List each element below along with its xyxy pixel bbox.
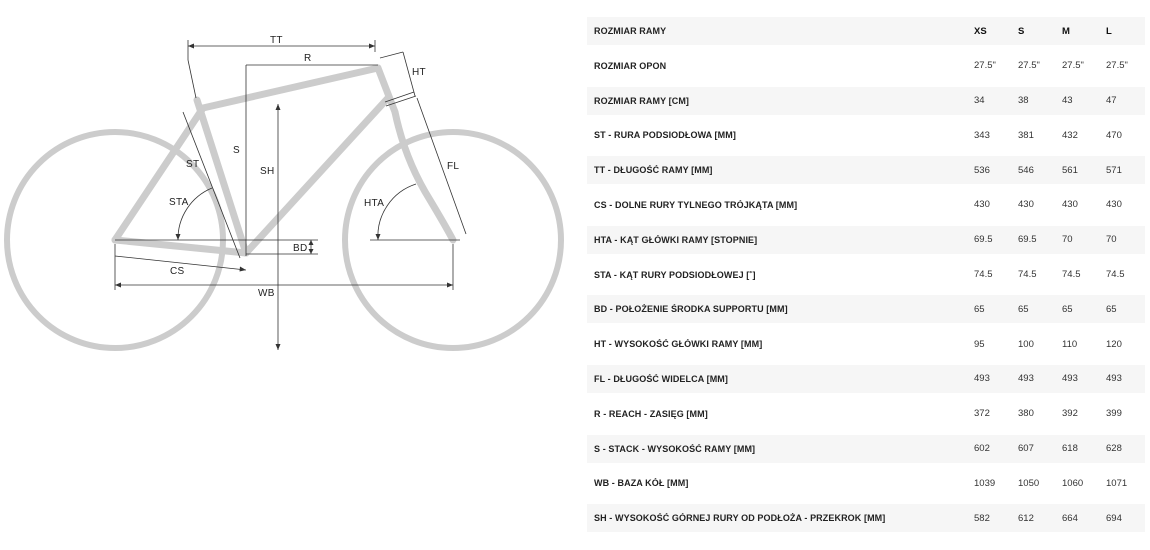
row-value: 43	[1062, 95, 1073, 107]
table-row	[587, 435, 1145, 463]
row-value: 430	[1106, 199, 1122, 211]
row-value: 120	[1106, 338, 1122, 350]
top-tube	[203, 68, 378, 108]
geometry-table	[587, 17, 1145, 539]
label-st: ST	[186, 159, 200, 170]
table-row	[587, 226, 1145, 254]
label-bd: BD	[293, 243, 308, 254]
row-value: 430	[974, 199, 990, 211]
row-value: 618	[1062, 443, 1078, 455]
table-row	[587, 469, 1145, 497]
table-header-row	[587, 17, 1145, 45]
row-value: 74.5	[1106, 269, 1125, 281]
row-value: 74.5	[1018, 269, 1037, 281]
row-value: 65	[1018, 303, 1029, 315]
chain-stay-tube	[115, 240, 246, 253]
table-row	[587, 52, 1145, 80]
header-label: ROZMIAR RAMY	[594, 26, 667, 36]
row-label: SH - WYSOKOŚĆ GÓRNEJ RURY OD PODŁOŻA - PRZEKROK [MM]	[594, 513, 886, 524]
row-value: 69.5	[974, 234, 993, 246]
row-value: 27.5"	[1018, 60, 1040, 72]
label-cs: CS	[170, 266, 185, 277]
row-value: 380	[1018, 408, 1034, 420]
geometry-svg	[0, 0, 570, 550]
table-row	[587, 400, 1145, 428]
row-value: 1039	[974, 477, 996, 489]
row-value: 628	[1106, 443, 1122, 455]
row-value: 694	[1106, 512, 1122, 524]
table-row	[587, 504, 1145, 532]
row-value: 100	[1018, 338, 1034, 350]
row-value: 546	[1018, 164, 1034, 176]
row-value: 95	[974, 338, 985, 350]
row-value: 381	[1018, 129, 1034, 141]
row-value: 47	[1106, 95, 1117, 107]
label-hta: HTA	[364, 198, 385, 209]
row-label: TT - DŁUGOŚĆ RAMY [MM]	[594, 165, 713, 176]
label-s: S	[233, 145, 240, 156]
table-row	[587, 295, 1145, 323]
row-value: 27.5"	[1062, 60, 1084, 72]
row-value: 27.5"	[974, 60, 996, 72]
row-label: FL - DŁUGOŚĆ WIDELCA [MM]	[594, 373, 728, 384]
table-row	[587, 121, 1145, 149]
row-value: 392	[1062, 408, 1078, 420]
row-value: 571	[1106, 164, 1122, 176]
row-value: 493	[1062, 373, 1078, 385]
row-value: 27.5"	[1106, 60, 1128, 72]
row-value: 74.5	[1062, 269, 1081, 281]
row-label: STA - KĄT RURY PODSIODŁOWEJ [˚]	[594, 269, 756, 280]
label-ht: HT	[412, 67, 426, 78]
row-value: 432	[1062, 129, 1078, 141]
row-value: 399	[1106, 408, 1122, 420]
row-label: WB - BAZA KÓŁ [MM]	[594, 478, 689, 489]
row-value: 74.5	[974, 269, 993, 281]
header-size-xs: XS	[974, 25, 987, 37]
row-value: 612	[1018, 512, 1034, 524]
label-sta: STA	[169, 197, 189, 208]
row-value: 65	[974, 303, 985, 315]
row-label: CS - DOLNE RURY TYLNEGO TRÓJKĄTA [MM]	[594, 199, 798, 210]
row-value: 38	[1018, 95, 1029, 107]
header-size-l: L	[1106, 25, 1112, 37]
bike-geometry-diagram	[0, 0, 570, 550]
row-label: S - STACK - WYSOKOŚĆ RAMY [MM]	[594, 443, 756, 454]
row-value: 493	[974, 373, 990, 385]
row-value: 430	[1062, 199, 1078, 211]
header-size-m: M	[1062, 25, 1070, 37]
row-label: R - REACH - ZASIĘG [MM]	[594, 408, 708, 419]
row-label: ROZMIAR OPON	[594, 60, 667, 71]
table-row	[587, 365, 1145, 393]
row-label: HTA - KĄT GŁÓWKI RAMY [STOPNIE]	[594, 234, 758, 245]
row-value: 470	[1106, 129, 1122, 141]
seat-stay-tube	[115, 108, 203, 240]
label-tt: TT	[270, 35, 283, 46]
table-row	[587, 261, 1145, 289]
label-r: R	[304, 53, 312, 64]
row-value: 602	[974, 443, 990, 455]
table-row	[587, 87, 1145, 115]
row-value: 34	[974, 95, 985, 107]
row-value: 110	[1062, 338, 1078, 350]
row-value: 582	[974, 512, 990, 524]
row-label: ST - RURA PODSIODŁOWA [MM]	[594, 130, 736, 141]
row-value: 561	[1062, 164, 1078, 176]
row-value: 1071	[1106, 477, 1128, 489]
row-label: BD - POŁOŻENIE ŚRODKA SUPPORTU [MM]	[594, 304, 788, 315]
row-value: 607	[1018, 443, 1034, 455]
row-value: 430	[1018, 199, 1034, 211]
row-value: 536	[974, 164, 990, 176]
label-wb: WB	[258, 288, 275, 299]
row-value: 70	[1106, 234, 1117, 246]
table-row	[587, 156, 1145, 184]
header-size-s: S	[1018, 25, 1025, 37]
row-label: HT - WYSOKOŚĆ GŁÓWKI RAMY [MM]	[594, 339, 763, 350]
label-sh: SH	[260, 166, 275, 177]
row-value: 65	[1062, 303, 1073, 315]
row-value: 1050	[1018, 477, 1040, 489]
row-value: 493	[1018, 373, 1034, 385]
row-label: ROZMIAR RAMY [CM]	[594, 95, 690, 106]
table-row	[587, 191, 1145, 219]
table-row	[587, 330, 1145, 358]
row-value: 372	[974, 408, 990, 420]
label-fl: FL	[447, 161, 460, 172]
row-value: 65	[1106, 303, 1117, 315]
row-value: 664	[1062, 512, 1078, 524]
row-value: 69.5	[1018, 234, 1037, 246]
row-value: 70	[1062, 234, 1073, 246]
row-value: 493	[1106, 373, 1122, 385]
row-value: 1060	[1062, 477, 1084, 489]
row-value: 343	[974, 129, 990, 141]
